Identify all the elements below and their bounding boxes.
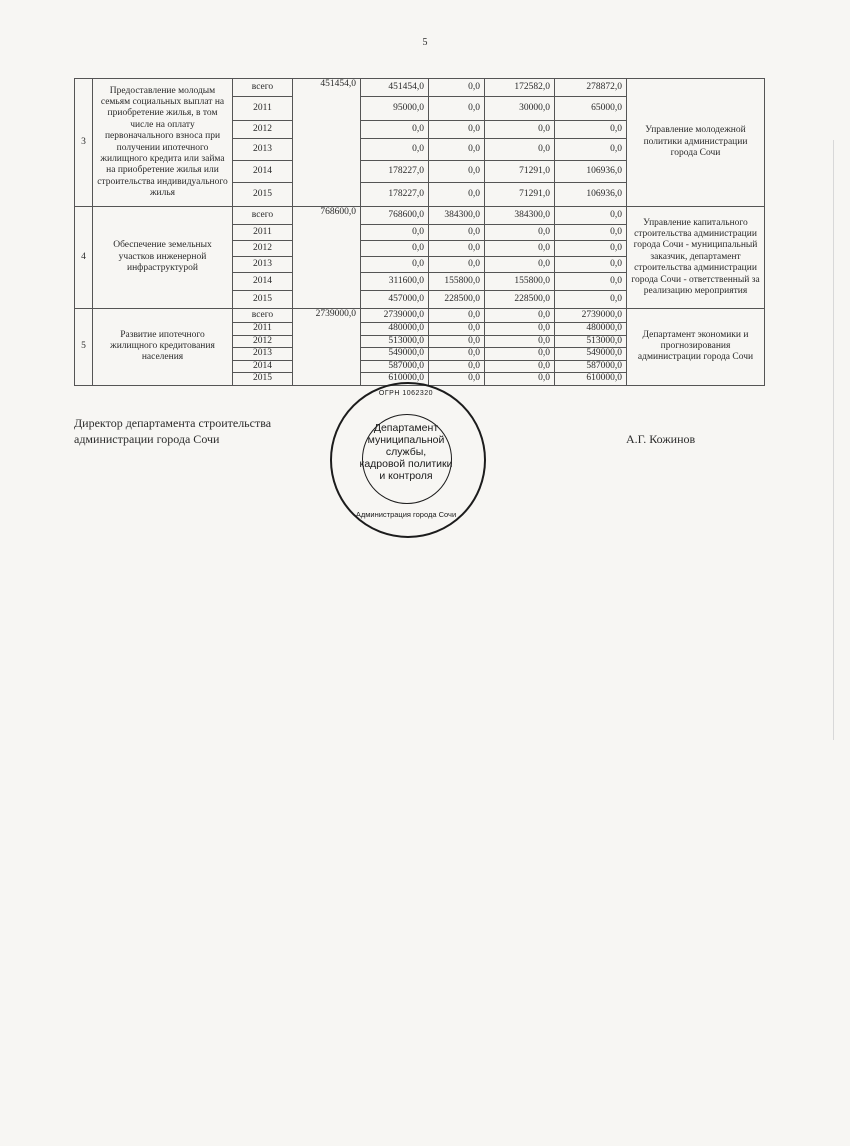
stamp-text: Департамент муниципальной службы, кадровой политики и контроля xyxy=(359,422,453,483)
regional-cell: 0,0 xyxy=(485,225,555,241)
local-cell: 106936,0 xyxy=(555,161,627,183)
year-cell: 2014 xyxy=(233,360,293,372)
federal-cell: 0,0 xyxy=(429,373,485,385)
federal-cell: 0,0 xyxy=(429,139,485,161)
sum-cell: 0,0 xyxy=(361,241,429,257)
local-cell: 106936,0 xyxy=(555,183,627,207)
federal-cell: 228500,0 xyxy=(429,291,485,309)
federal-cell: 0,0 xyxy=(429,161,485,183)
sum-cell: 178227,0 xyxy=(361,183,429,207)
local-cell: 0,0 xyxy=(555,207,627,225)
regional-cell: 0,0 xyxy=(485,348,555,360)
row-number-cell: 5 xyxy=(75,309,93,386)
program-table xyxy=(74,78,765,386)
federal-cell: 384300,0 xyxy=(429,207,485,225)
sum-cell: 549000,0 xyxy=(361,348,429,360)
row-number-cell: 3 xyxy=(75,79,93,207)
signer-title-line2: администрации города Сочи xyxy=(74,432,220,447)
federal-cell: 0,0 xyxy=(429,257,485,273)
year-cell: всего xyxy=(233,207,293,225)
row-number-cell: 4 xyxy=(75,207,93,309)
page-number: 5 xyxy=(422,37,428,48)
local-cell: 610000,0 xyxy=(555,373,627,385)
sum-cell: 0,0 xyxy=(361,257,429,273)
year-cell: 2014 xyxy=(233,161,293,183)
regional-cell: 0,0 xyxy=(485,241,555,257)
year-cell: 2015 xyxy=(233,373,293,385)
regional-cell: 0,0 xyxy=(485,323,555,336)
regional-cell: 0,0 xyxy=(485,336,555,348)
regional-cell: 228500,0 xyxy=(485,291,555,309)
regional-cell: 71291,0 xyxy=(485,161,555,183)
year-cell: всего xyxy=(233,309,293,323)
local-cell: 0,0 xyxy=(555,241,627,257)
sum-cell: 768600,0 xyxy=(361,207,429,225)
federal-cell: 0,0 xyxy=(429,97,485,121)
regional-cell: 0,0 xyxy=(485,257,555,273)
total-cell: 451454,0 xyxy=(293,79,361,207)
sum-cell: 311600,0 xyxy=(361,273,429,291)
regional-cell: 0,0 xyxy=(485,373,555,385)
sum-cell: 0,0 xyxy=(361,225,429,241)
regional-cell: 155800,0 xyxy=(485,273,555,291)
signer-title-line1: Директор департамента строительства xyxy=(74,416,272,430)
federal-cell: 0,0 xyxy=(429,360,485,372)
federal-cell: 0,0 xyxy=(429,79,485,97)
regional-cell: 172582,0 xyxy=(485,79,555,97)
federal-cell: 0,0 xyxy=(429,121,485,139)
sum-cell: 95000,0 xyxy=(361,97,429,121)
sum-cell: 610000,0 xyxy=(361,373,429,385)
total-cell: 768600,0 xyxy=(293,207,361,309)
regional-cell: 71291,0 xyxy=(485,183,555,207)
sum-cell: 513000,0 xyxy=(361,336,429,348)
table-row xyxy=(75,207,765,225)
stamp-arc-top: ОГРН 1062320 xyxy=(378,390,434,397)
local-cell: 0,0 xyxy=(555,257,627,273)
federal-cell: 0,0 xyxy=(429,225,485,241)
year-cell: 2012 xyxy=(233,336,293,348)
regional-cell: 0,0 xyxy=(485,139,555,161)
local-cell: 0,0 xyxy=(555,273,627,291)
year-cell: 2013 xyxy=(233,348,293,360)
sum-cell: 0,0 xyxy=(361,139,429,161)
federal-cell: 0,0 xyxy=(429,323,485,336)
federal-cell: 0,0 xyxy=(429,309,485,323)
regional-cell: 0,0 xyxy=(485,309,555,323)
federal-cell: 0,0 xyxy=(429,183,485,207)
local-cell: 0,0 xyxy=(555,291,627,309)
scan-edge-line xyxy=(833,140,834,740)
sum-cell: 480000,0 xyxy=(361,323,429,336)
year-cell: 2015 xyxy=(233,291,293,309)
sum-cell: 2739000,0 xyxy=(361,309,429,323)
federal-cell: 155800,0 xyxy=(429,273,485,291)
local-cell: 0,0 xyxy=(555,139,627,161)
sum-cell: 451454,0 xyxy=(361,79,429,97)
year-cell: 2011 xyxy=(233,97,293,121)
federal-cell: 0,0 xyxy=(429,241,485,257)
measure-name-cell: Развитие ипотечного жилищного кредитования населения xyxy=(93,309,233,386)
local-cell: 278872,0 xyxy=(555,79,627,97)
year-cell: 2012 xyxy=(233,121,293,139)
year-cell: 2012 xyxy=(233,241,293,257)
local-cell: 549000,0 xyxy=(555,348,627,360)
local-cell: 0,0 xyxy=(555,121,627,139)
table-row xyxy=(75,309,765,323)
responsible-cell: Управление молодежной политики администрации города Сочи xyxy=(627,79,765,207)
federal-cell: 0,0 xyxy=(429,336,485,348)
sum-cell: 178227,0 xyxy=(361,161,429,183)
measure-name-cell: Обеспечение земельных участков инженерной инфраструктурой xyxy=(93,207,233,309)
local-cell: 0,0 xyxy=(555,225,627,241)
year-cell: 2015 xyxy=(233,183,293,207)
regional-cell: 0,0 xyxy=(485,360,555,372)
official-stamp xyxy=(330,382,490,542)
year-cell: 2014 xyxy=(233,273,293,291)
federal-cell: 0,0 xyxy=(429,348,485,360)
measure-name-cell: Предоставление молодым семьям социальных выплат на приобретение жилья, в том числе на оплату первоначального взноса при получении ипотечного жилищного кредита или займа на приобретение жилья или строительства индивидуального жилья xyxy=(93,79,233,207)
signature-block xyxy=(74,415,271,447)
year-cell: 2011 xyxy=(233,225,293,241)
stamp-arc-bottom: Администрация города Сочи xyxy=(355,510,457,519)
signer-name: А.Г. Кожинов xyxy=(626,432,696,446)
sum-cell: 587000,0 xyxy=(361,360,429,372)
local-cell: 2739000,0 xyxy=(555,309,627,323)
total-cell: 2739000,0 xyxy=(293,309,361,386)
regional-cell: 30000,0 xyxy=(485,97,555,121)
responsible-cell: Департамент экономики и прогнозирования администрации города Сочи xyxy=(627,309,765,386)
sum-cell: 0,0 xyxy=(361,121,429,139)
year-cell: 2013 xyxy=(233,139,293,161)
local-cell: 65000,0 xyxy=(555,97,627,121)
responsible-cell: Управление капитального строительства администрации города Сочи - муниципальный заказчик, департамент строительства администрации города Сочи - ответственный за реализацию мероприятия xyxy=(627,207,765,309)
year-cell: 2013 xyxy=(233,257,293,273)
table-row xyxy=(75,79,765,97)
year-cell: 2011 xyxy=(233,323,293,336)
local-cell: 587000,0 xyxy=(555,360,627,372)
regional-cell: 384300,0 xyxy=(485,207,555,225)
regional-cell: 0,0 xyxy=(485,121,555,139)
local-cell: 480000,0 xyxy=(555,323,627,336)
year-cell: всего xyxy=(233,79,293,97)
local-cell: 513000,0 xyxy=(555,336,627,348)
sum-cell: 457000,0 xyxy=(361,291,429,309)
